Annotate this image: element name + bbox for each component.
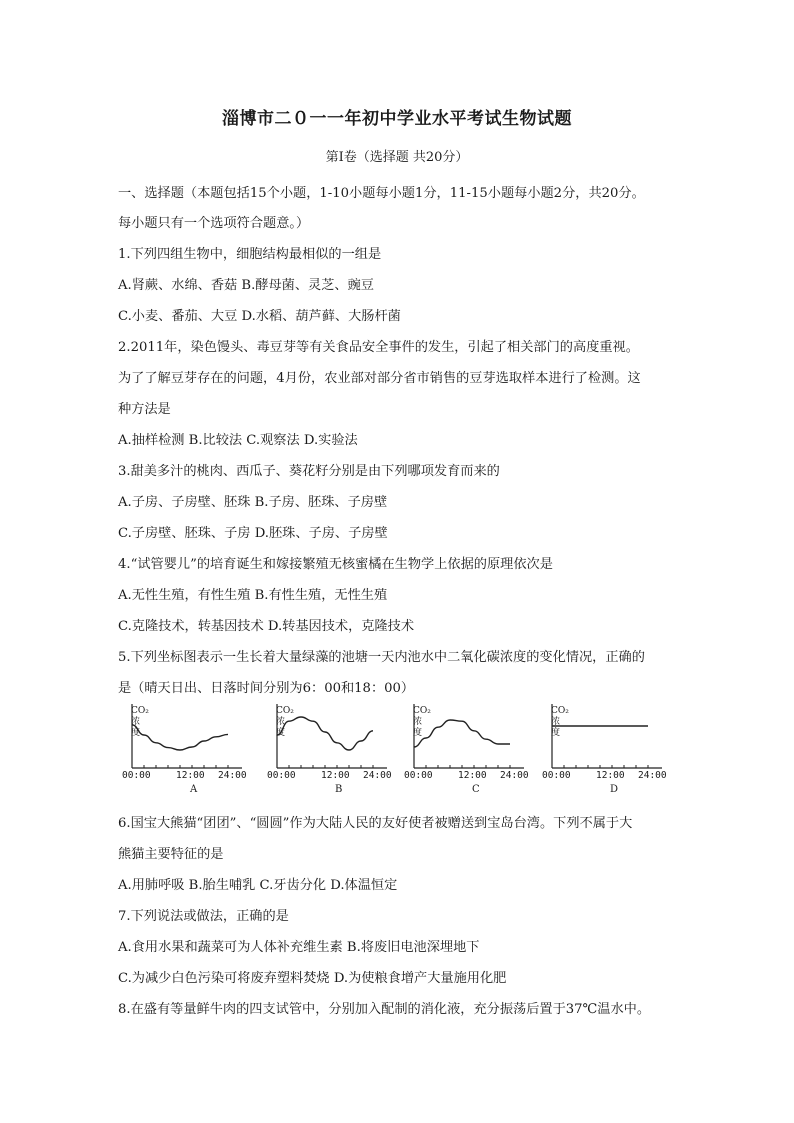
question-2: 2.2011年，染色馒头、毒豆芽等有关食品安全事件的发生，引起了相关部门的高度重视。 (118, 340, 639, 355)
co2-curve (132, 725, 228, 750)
tick-label: 00:00 (404, 770, 433, 781)
y-axis-label: CO₂浓度 (276, 706, 294, 738)
chart-label: A (190, 784, 198, 795)
tick-label: 12:00 (321, 770, 350, 781)
option-line: A.无性生殖，有性生殖 B.有性生殖，无性生殖 (118, 588, 388, 603)
text-line: 是（晴天日出、日落时间分别为6：00和18：00） (118, 681, 415, 696)
question-8: 8.在盛有等量鲜牛肉的四支试管中，分别加入配制的消化液，充分振荡后置于37℃温水中。 (118, 1002, 651, 1017)
option-line: C.为减少白色污染可将废弃塑料焚烧 D.为使粮食增产大量施用化肥 (118, 971, 507, 986)
tick-label: 24:00 (363, 770, 392, 781)
tick-label: 24:00 (638, 770, 667, 781)
tick-label: 24:00 (218, 770, 247, 781)
y-axis-label: CO₂浓度 (131, 706, 149, 738)
chart-b (263, 700, 393, 800)
tick-label: 00:00 (542, 770, 571, 781)
question-7: 7.下列说法或做法，正确的是 (118, 909, 289, 924)
question-1: 1.下列四组生物中，细胞结构最相似的一组是 (118, 247, 382, 262)
question-6: 6.国宝大熊猫“团团”、“圆圆”作为大陆人民的友好使者被赠送到宝岛台湾。下列不属于大 (118, 816, 633, 831)
co2-charts (118, 700, 688, 800)
tick-label: 24:00 (500, 770, 529, 781)
chart-d (538, 700, 668, 800)
co2-curve (414, 720, 510, 747)
text-line: 一、选择题（本题包括15个小题，1-10小题每小题1分，11-15小题每小题2分，共20分。 (118, 186, 645, 201)
text-line: 种方法是 (118, 402, 171, 417)
y-axis-label: CO₂浓度 (413, 706, 431, 738)
question-5: 5.下列坐标图表示一生长着大量绿藻的池塘一天内池水中二氧化碳浓度的变化情况，正确的 (118, 650, 645, 665)
option-line: A.肾蕨、水绵、香菇 B.酵母菌、灵芝、豌豆 (118, 278, 374, 293)
co2-curve (277, 717, 373, 750)
option-line: C.子房壁、胚珠、子房 D.胚珠、子房、子房壁 (118, 526, 388, 541)
question-4: 4.“试管婴儿”的培育诞生和嫁接繁殖无核蜜橘在生物学上依据的原理依次是 (118, 557, 553, 572)
chart-label: C (472, 784, 480, 795)
tick-label: 00:00 (267, 770, 296, 781)
text-line: 每小题只有一个选项符合题意。） (118, 216, 310, 231)
option-line: C.小麦、番茄、大豆 D.水稻、葫芦藓、大肠杆菌 (118, 309, 401, 324)
option-line: A.抽样检测 B.比较法 C.观察法 D.实验法 (118, 433, 358, 448)
text-line: 为了了解豆芽存在的问题，4月份，农业部对部分省市销售的豆芽选取样本进行了检测。这 (118, 371, 641, 386)
question-3: 3.甜美多汁的桃肉、西瓜子、葵花籽分别是由下列哪项发育而来的 (118, 464, 500, 479)
chart-label: D (610, 784, 619, 795)
tick-label: 12:00 (596, 770, 625, 781)
text-line: 熊猫主要特征的是 (118, 847, 224, 862)
option-line: A.食用水果和蔬菜可为人体补充维生素 B.将废旧电池深埋地下 (118, 940, 480, 955)
tick-label: 00:00 (122, 770, 151, 781)
option-line: A.用肺呼吸 B.胎生哺乳 C.牙齿分化 D.体温恒定 (118, 878, 398, 893)
option-line: C.克隆技术，转基因技术 D.转基因技术，克隆技术 (118, 619, 415, 634)
tick-label: 12:00 (176, 770, 205, 781)
chart-c (400, 700, 530, 800)
tick-label: 12:00 (458, 770, 487, 781)
section-subtitle: 第Ⅰ卷（选择题 共20分） (325, 150, 469, 165)
page-title: 淄博市二０一一年初中学业水平考试生物试题 (222, 109, 572, 129)
y-axis-label: CO₂浓度 (551, 706, 569, 738)
chart-label: B (335, 784, 343, 795)
chart-a (118, 700, 248, 800)
option-line: A.子房、子房壁、胚珠 B.子房、胚珠、子房壁 (118, 495, 388, 510)
